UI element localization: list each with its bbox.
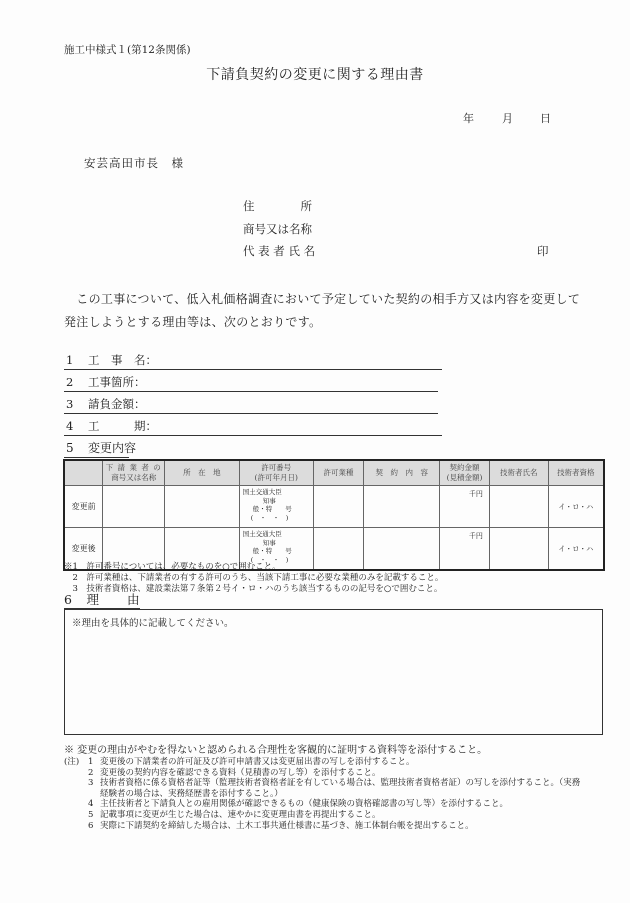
subcontractor-name-cell[interactable] <box>103 486 165 528</box>
item-label: 請負金額： <box>88 397 146 411</box>
item-label: 工 期： <box>88 419 157 433</box>
reason-textarea[interactable] <box>64 609 603 735</box>
item-label: 工事箇所： <box>88 375 146 389</box>
permit-number-cell[interactable] <box>239 486 313 528</box>
engineer-qualification-cell[interactable]: イ・ロ・ハ <box>548 486 604 528</box>
header-location: 所 在 地 <box>165 460 240 486</box>
contract-amount-cell[interactable]: 千円 <box>440 528 490 571</box>
item-contract-amount[interactable] <box>64 396 438 414</box>
changes-table <box>63 459 605 571</box>
seal-mark: 印 <box>537 244 549 258</box>
item-project-location[interactable] <box>64 374 438 392</box>
header-subcontractor-name: 下 請 業 者 の 商号又は名称 <box>103 460 165 486</box>
reason-placeholder: ※理由を具体的に記載してください。 <box>72 618 234 629</box>
header-permit-number: 許可番号 (許可年月日) <box>239 460 313 486</box>
table-note-2: 2 許可業種は、下請業者の有する許可のうち、当該下請工事に必要な業種のみを記載すること。 <box>64 573 444 583</box>
permit-minister: 国土交通大臣 <box>242 488 282 496</box>
location-cell[interactable] <box>165 486 240 528</box>
table-note-1: ※1 許可番号については、必要なものを○で囲むこと。 <box>64 562 281 572</box>
reason-heading: 6 理 由 <box>64 592 141 607</box>
company-name-label: 商号又は名称 <box>243 222 312 236</box>
permit-type-number: 般・特 号 <box>252 547 292 555</box>
permit-minister: 国土交通大臣 <box>242 530 282 538</box>
note-item: 5 記載事項に変更が生じた場合は、速やかに変更理由書を再提出すること。 <box>88 809 381 820</box>
header-engineer-qualification: 技術者資格 <box>548 460 604 486</box>
date-month-label: 月 <box>502 112 513 125</box>
contract-content-cell[interactable] <box>364 486 440 528</box>
item-label: 変更内容 <box>88 441 137 455</box>
permit-type-cell[interactable] <box>313 528 364 571</box>
note-item: 2 変更後の契約内容を確認できる資料（見積書の写し等）を添付すること。 <box>88 767 381 778</box>
item-number: 5 <box>66 441 74 455</box>
intro-text: この工事について、低入札価格調査において予定していた契約の相手方又は内容を変更して発注しようとする理由等は、次のとおりです。 <box>64 292 581 329</box>
permit-date: ( ・ ・ ) <box>250 513 289 522</box>
item-label: 工 事 名： <box>88 353 157 367</box>
engineer-name-cell[interactable] <box>489 528 548 571</box>
permit-type-number: 般・特 号 <box>252 505 292 513</box>
contract-amount-cell[interactable]: 千円 <box>440 486 490 528</box>
address-label: 住 所 <box>243 199 312 213</box>
engineer-qualification-cell[interactable]: イ・ロ・ハ <box>548 528 604 571</box>
header-contract-content: 契 約 内 容 <box>364 460 440 486</box>
contract-content-cell[interactable] <box>364 528 440 571</box>
header-engineer-name: 技術者氏名 <box>489 460 548 486</box>
engineer-name-cell[interactable] <box>489 486 548 528</box>
attachment-note: ※ 変更の理由がやむを得ないと認められる合理性を客観的に証明する資料等を添付すること。 <box>64 745 488 756</box>
header-blank <box>64 460 103 486</box>
permit-type-cell[interactable] <box>313 486 364 528</box>
note-item: 6 実際に下請契約を締結した場合は、土木工事共通仕様書に基づき、施工体制台帳を提出すること。 <box>88 820 474 831</box>
notes-list <box>64 757 584 831</box>
item-number: 4 <box>66 419 74 433</box>
representative-label: 代 表 者 氏 名 <box>243 244 316 258</box>
header-permit-type: 許可業種 <box>313 460 364 486</box>
permit-governor: 知事 <box>262 496 276 505</box>
date-day-label: 日 <box>540 112 551 125</box>
addressee: 安芸高田市長 様 <box>84 156 184 170</box>
item-number: 3 <box>66 397 74 411</box>
date-year-label: 年 <box>463 112 474 125</box>
table-row-before <box>64 486 604 528</box>
note-item: (注) 1 変更後の下請業者の許可証及び許可申請書又は変更届出書の写しを添付すること。 <box>64 757 415 767</box>
note-item: 3 技術者資格に係る資格者証等（監理技術者資格者証を有している場合は、監理技術者資格者証）の写しを添付すること。（実務経験者の場合は、実務経歴書を添付すること。） <box>88 778 581 799</box>
item-change-details-heading <box>64 440 137 458</box>
row-label: 変更後 <box>64 528 103 571</box>
notes-prefix: (注) <box>64 757 80 767</box>
item-number: 1 <box>66 353 74 367</box>
header-contract-amount: 契約金額 (見積金額) <box>440 460 490 486</box>
item-construction-period[interactable] <box>64 418 442 436</box>
row-label: 変更前 <box>64 486 103 528</box>
form-label: 施工中様式１(第12条関係) <box>64 44 191 56</box>
permit-date: ( ・ ・ ) <box>250 555 289 564</box>
note-item: 4 主任技術者と下請負人との雇用関係が確認できるもの（健康保険の資格確認書の写し等）を添付すること。 <box>88 799 509 810</box>
item-project-name[interactable] <box>64 352 442 370</box>
permit-governor: 知事 <box>262 538 276 547</box>
document-title: 下請負契約の変更に関する理由書 <box>206 67 424 83</box>
table-header-row <box>64 460 604 486</box>
item-number: 2 <box>66 375 74 389</box>
table-note-3: 3 技術者資格は、建設業法第７条第２号イ・ロ・ハのうち該当するものの記号を○で囲むこと。 <box>64 584 443 594</box>
